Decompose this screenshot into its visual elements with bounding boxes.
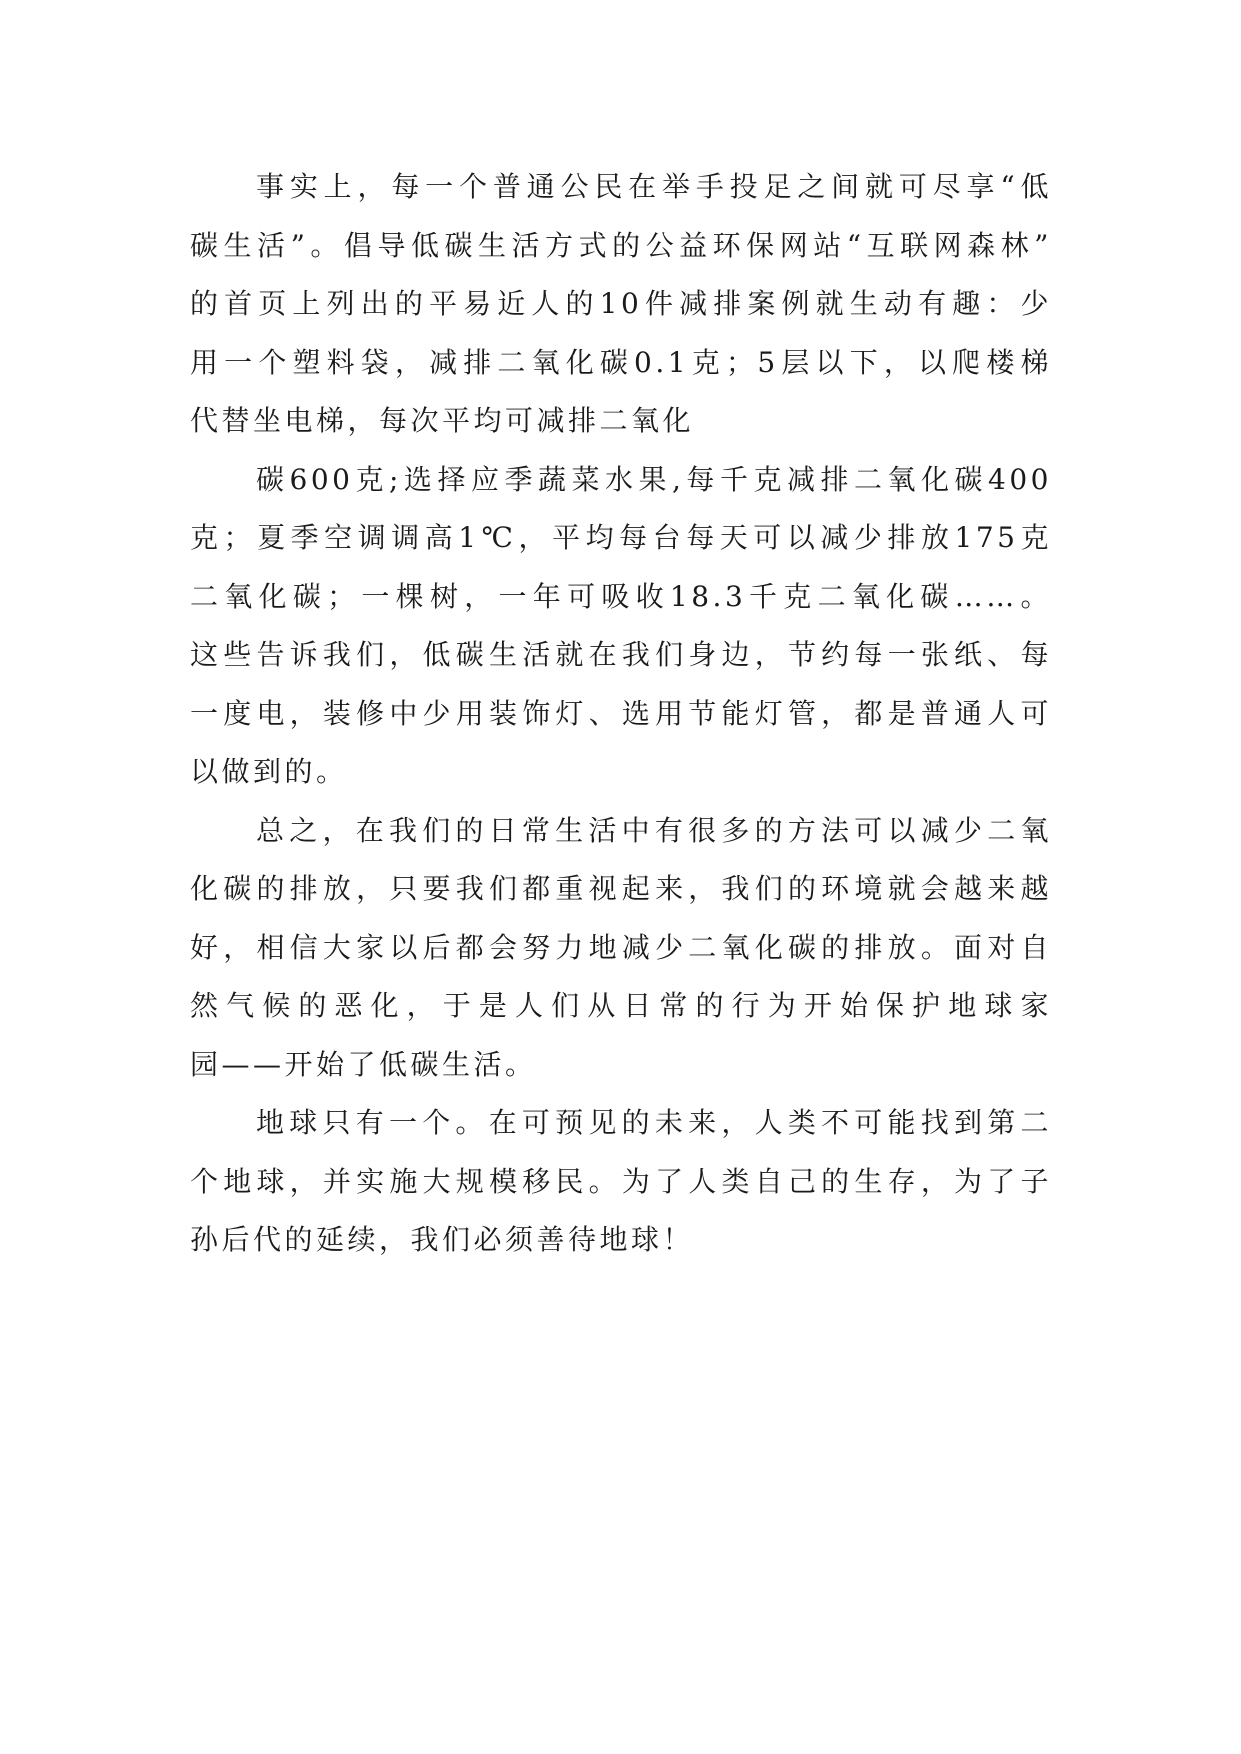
paragraph xyxy=(190,1094,1052,1270)
text-line: 园——开始了低碳生活。 xyxy=(190,1047,537,1081)
text-line: 以做到的。 xyxy=(190,755,348,788)
text-line: 一度电，装修中少用装饰灯、选用节能灯管，都是普通人可 xyxy=(190,696,1052,730)
text-line: 代替坐电梯，每次平均可减排二氧化 xyxy=(190,404,695,437)
text-line: 碳600克;选择应季蔬菜水果,每千克减排二氧化碳400 xyxy=(256,462,1052,496)
text-line: 个地球，并实施大规模移民。为了人类自己的生存，为了子 xyxy=(190,1164,1052,1198)
text-line: 好，相信大家以后都会努力地减少二氧化碳的排放。面对自 xyxy=(190,930,1052,964)
paragraph xyxy=(190,802,1052,1095)
text-line: 这些告诉我们，低碳生活就在我们身边，节约每一张纸、每 xyxy=(190,638,1052,671)
text-line: 克；夏季空调调高1℃，平均每台每天可以减少排放175克 xyxy=(190,521,1052,554)
document-body xyxy=(190,158,1052,1270)
text-line: 化碳的排放，只要我们都重视起来，我们的环境就会越来越 xyxy=(190,872,1052,905)
text-line: 总之，在我们的日常生活中有很多的方法可以减少二氧 xyxy=(256,813,1052,847)
text-line: 孙后代的延续，我们必须善待地球！ xyxy=(190,1223,695,1256)
text-line: 地球只有一个。在可预见的未来，人类不可能找到第二 xyxy=(256,1106,1052,1139)
text-line: 用一个塑料袋，减排二氧化碳0.1克；5层以下，以爬楼梯 xyxy=(190,345,1052,379)
text-line: 碳生活”。倡导低碳生活方式的公益环保网站“互联网森林” xyxy=(190,228,1052,262)
paragraph xyxy=(190,158,1052,451)
text-line: 的首页上列出的平易近人的10件减排案例就生动有趣：少 xyxy=(190,287,1052,320)
paragraph xyxy=(190,451,1052,802)
text-line: 事实上，每一个普通公民在举手投足之间就可尽享“低 xyxy=(256,170,1052,203)
text-line: 然气候的恶化，于是人们从日常的行为开始保护地球家 xyxy=(190,989,1052,1022)
text-line: 二氧化碳；一棵树，一年可吸收18.3千克二氧化碳……。 xyxy=(190,579,1052,613)
